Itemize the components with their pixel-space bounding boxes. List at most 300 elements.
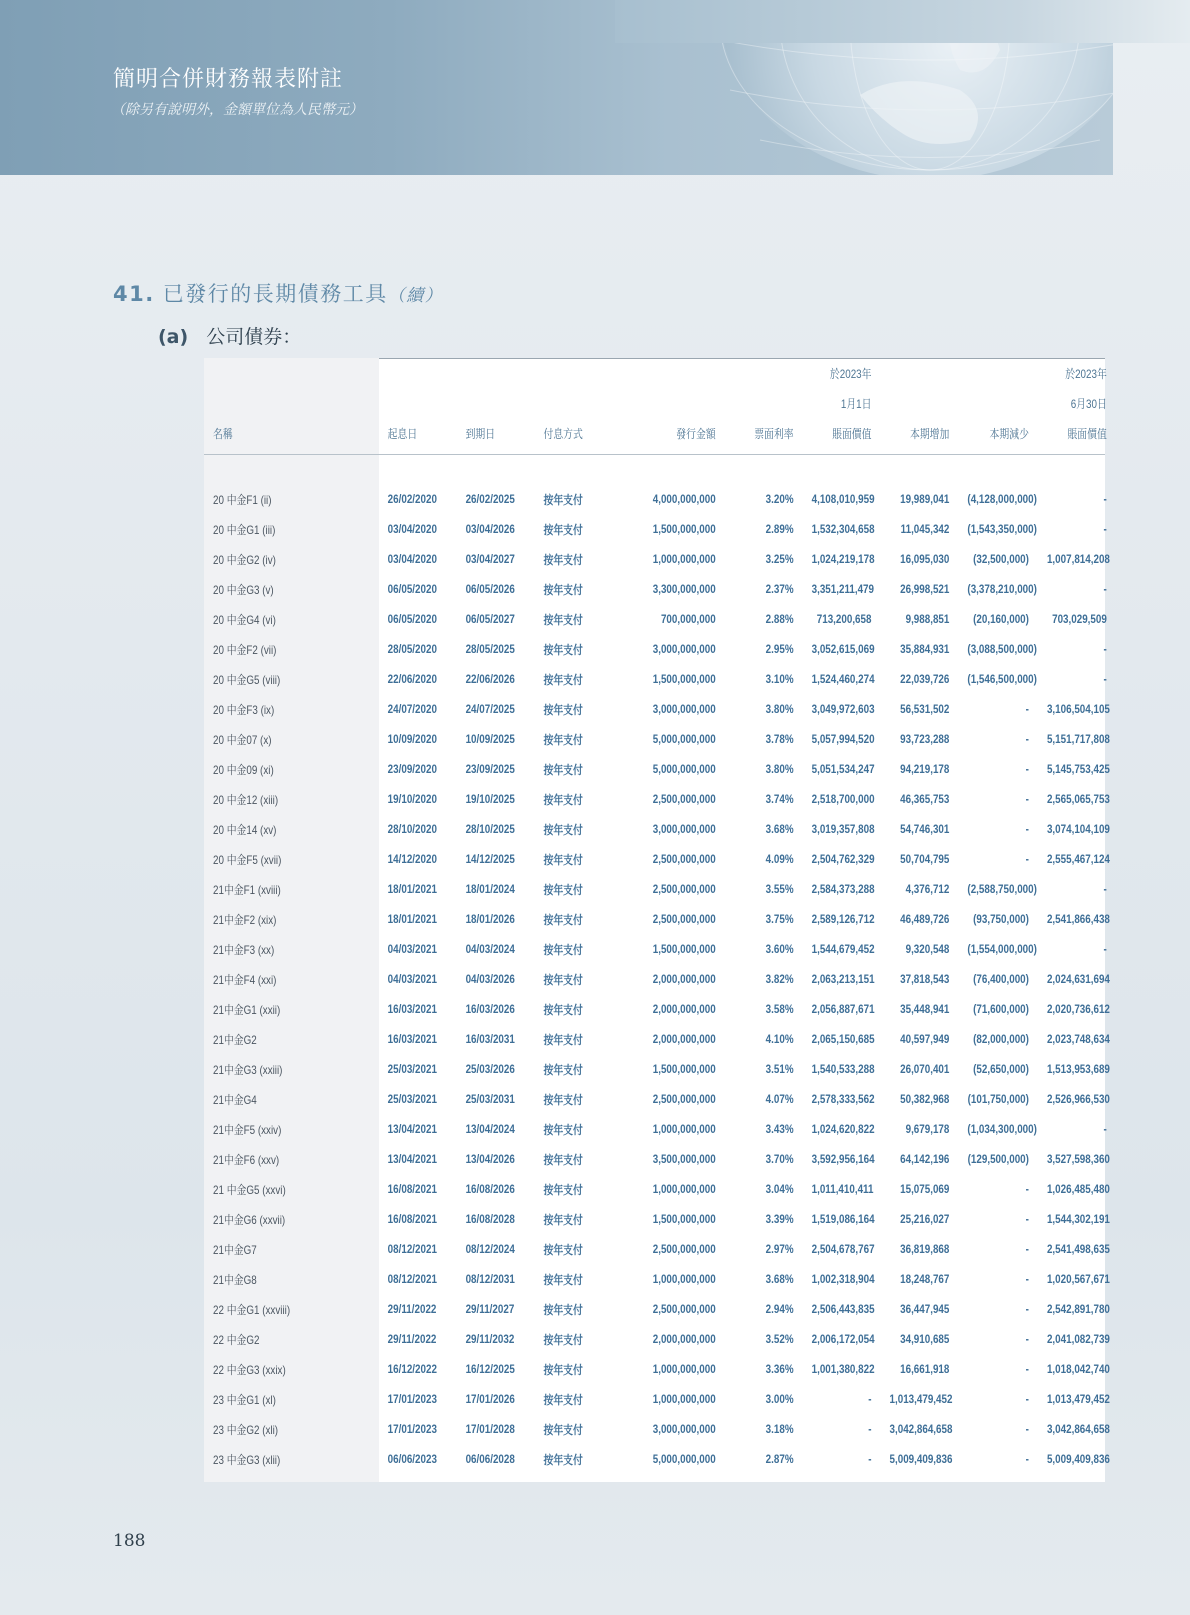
period-increase-cell: 46,365,753 [900,792,950,806]
value-date-cell: 28/10/2020 [387,822,437,836]
issue-amount-cell: 2,500,000,000 [652,1242,716,1256]
page-header-subtitle: （除另有說明外，金額單位為人民幣元） [111,102,363,118]
bond-name-cell: 21中金G7 [213,1242,257,1257]
maturity-date-cell: 04/03/2024 [465,942,515,956]
value-date-cell: 03/04/2020 [387,522,437,536]
issue-amount-cell: 5,000,000,000 [652,732,716,746]
period-increase-cell: 50,704,795 [900,852,950,866]
opening-carrying-value-cell: 1,540,533,288 [811,1062,875,1076]
opening-carrying-value-cell: 3,351,211,479 [811,582,875,596]
table-row [204,484,1116,514]
closing-carrying-value-cell: 3,527,598,360 [1046,1152,1110,1166]
table-row [204,724,1116,754]
maturity-date-cell: 08/12/2024 [465,1242,515,1256]
table-row [204,1114,1116,1144]
period-decrease-cell: (76,400,000) [973,972,1029,986]
period-decrease-cell: (4,128,000,000) [967,492,1037,506]
issue-amount-cell: 1,500,000,000 [652,942,716,956]
coupon-rate-cell: 3.36% [765,1362,794,1376]
table-row [204,664,1116,694]
closing-carrying-value-cell: 2,541,866,438 [1046,912,1110,926]
payment-method-cell: 按年支付 [543,792,583,807]
value-date-cell: 17/01/2023 [387,1392,437,1406]
bond-name-cell: 21中金G4 [213,1092,257,1107]
payment-method-cell: 按年支付 [543,672,583,687]
payment-method-cell: 按年支付 [543,1422,583,1437]
bond-name-cell: 21中金F4 (xxi) [213,972,277,987]
closing-carrying-value-cell: 1,020,567,671 [1046,1272,1110,1286]
closing-carrying-value-cell: 5,009,409,836 [1046,1452,1110,1466]
col-closing-line3: 賬面價值 [1067,426,1107,441]
opening-carrying-value-cell: - [868,1392,872,1406]
period-decrease-cell: (1,543,350,000) [967,522,1037,536]
header-row-2 [204,388,1116,418]
bond-name-cell: 20 中金14 (xv) [213,822,277,837]
period-increase-cell: 35,448,941 [900,1002,950,1016]
coupon-rate-cell: 4.10% [765,1032,794,1046]
bond-name-cell: 20 中金G3 (v) [213,582,274,597]
period-decrease-cell: (52,650,000) [973,1062,1029,1076]
col-value-date: 起息日 [387,426,418,441]
maturity-date-cell: 18/01/2024 [465,882,515,896]
period-increase-cell: 16,095,030 [900,552,950,566]
payment-method-cell: 按年支付 [543,1392,583,1407]
value-date-cell: 25/03/2021 [387,1092,437,1106]
period-increase-cell: 16,661,918 [900,1362,950,1376]
col-coupon: 票面利率 [754,426,794,441]
coupon-rate-cell: 3.80% [765,762,794,776]
period-increase-cell: 93,723,288 [900,732,950,746]
table-row [204,754,1116,784]
coupon-rate-cell: 3.10% [765,672,794,686]
period-decrease-cell: - [1025,1362,1029,1376]
table-row [204,964,1116,994]
coupon-rate-cell: 3.00% [765,1392,794,1406]
subsection-label: (a) [158,326,189,348]
period-increase-cell: 36,447,945 [900,1302,950,1316]
payment-method-cell: 按年支付 [543,1272,583,1287]
period-increase-cell: 5,009,409,836 [889,1452,953,1466]
issue-amount-cell: 2,500,000,000 [652,1302,716,1316]
period-increase-cell: 34,910,685 [900,1332,950,1346]
period-increase-cell: 37,818,543 [900,972,950,986]
opening-carrying-value-cell: 2,506,443,835 [811,1302,875,1316]
closing-carrying-value-cell: 2,555,467,124 [1046,852,1110,866]
maturity-date-cell: 13/04/2026 [465,1152,515,1166]
table-row [204,814,1116,844]
closing-carrying-value-cell: 2,541,498,635 [1046,1242,1110,1256]
opening-carrying-value-cell: 1,001,380,822 [811,1362,875,1376]
coupon-rate-cell: 3.58% [765,1002,794,1016]
opening-carrying-value-cell: 713,200,658 [816,612,872,626]
bond-name-cell: 21中金F5 (xxiv) [213,1122,282,1137]
period-increase-cell: 9,988,851 [905,612,950,626]
coupon-rate-cell: 4.09% [765,852,794,866]
section-continued: （續） [387,286,444,306]
maturity-date-cell: 26/02/2025 [465,492,515,506]
payment-method-cell: 按年支付 [543,492,583,507]
period-decrease-cell: (1,554,000,000) [967,942,1037,956]
col-opening-line1: 於2023年 [829,366,872,381]
coupon-rate-cell: 2.95% [765,642,794,656]
period-increase-cell: 3,042,864,658 [889,1422,953,1436]
table-row [204,1384,1116,1414]
table-row [204,1324,1116,1354]
issue-amount-cell: 1,000,000,000 [652,1182,716,1196]
col-maturity-date: 到期日 [465,426,496,441]
payment-method-cell: 按年支付 [543,1362,583,1377]
period-increase-cell: 4,376,712 [905,882,950,896]
section-title-text: 已發行的長期債務工具 [162,282,388,306]
payment-method-cell: 按年支付 [543,942,583,957]
value-date-cell: 16/08/2021 [387,1212,437,1226]
maturity-date-cell: 08/12/2031 [465,1272,515,1286]
coupon-rate-cell: 3.20% [765,492,794,506]
bond-name-cell: 23 中金G3 (xlii) [213,1452,281,1467]
value-date-cell: 04/03/2021 [387,942,437,956]
closing-carrying-value-cell: - [1103,1122,1107,1136]
issue-amount-cell: 1,500,000,000 [652,1062,716,1076]
maturity-date-cell: 04/03/2026 [465,972,515,986]
period-increase-cell: 56,531,502 [900,702,950,716]
period-decrease-cell: - [1025,762,1029,776]
opening-carrying-value-cell: 3,049,972,603 [811,702,875,716]
table-row [204,1144,1116,1174]
period-decrease-cell: - [1025,702,1029,716]
payment-method-cell: 按年支付 [543,912,583,927]
corporate-bonds-table [204,358,1116,1474]
period-decrease-cell: - [1025,1452,1029,1466]
coupon-rate-cell: 3.18% [765,1422,794,1436]
value-date-cell: 23/09/2020 [387,762,437,776]
bond-name-cell: 21中金G3 (xxiii) [213,1062,283,1077]
coupon-rate-cell: 2.97% [765,1242,794,1256]
maturity-date-cell: 29/11/2027 [465,1302,515,1316]
opening-carrying-value-cell: 3,019,357,808 [811,822,875,836]
period-increase-cell: 26,070,401 [900,1062,950,1076]
col-closing-line1: 於2023年 [1065,366,1107,381]
opening-carrying-value-cell: 1,532,304,658 [811,522,875,536]
issue-amount-cell: 5,000,000,000 [652,1452,716,1466]
issue-amount-cell: 700,000,000 [660,612,716,626]
opening-carrying-value-cell: 5,057,994,520 [811,732,875,746]
coupon-rate-cell: 3.80% [765,702,794,716]
table-row [204,1024,1116,1054]
value-date-cell: 13/04/2021 [387,1152,437,1166]
value-date-cell: 25/03/2021 [387,1062,437,1076]
bond-name-cell: 20 中金G5 (viii) [213,672,281,687]
issue-amount-cell: 1,500,000,000 [652,1212,716,1226]
issue-amount-cell: 2,000,000,000 [652,972,716,986]
issue-amount-cell: 5,000,000,000 [652,762,716,776]
period-increase-cell: 1,013,479,452 [889,1392,953,1406]
table-row [204,544,1116,574]
table-row [204,1354,1116,1384]
maturity-date-cell: 17/01/2028 [465,1422,515,1436]
bond-name-cell: 20 中金G4 (vi) [213,612,276,627]
closing-carrying-value-cell: 1,026,485,480 [1046,1182,1110,1196]
table-body [204,448,1116,1474]
header-banner-extension [615,0,1190,43]
opening-carrying-value-cell: 1,024,620,822 [811,1122,875,1136]
opening-carrying-value-cell: 2,006,172,054 [811,1332,875,1346]
value-date-cell: 06/05/2020 [387,582,437,596]
maturity-date-cell: 16/08/2026 [465,1182,515,1196]
issue-amount-cell: 2,500,000,000 [652,792,716,806]
issue-amount-cell: 2,000,000,000 [652,1002,716,1016]
bond-name-cell: 20 中金07 (x) [213,732,272,747]
col-opening-line3: 賬面價值 [832,426,872,441]
period-decrease-cell: - [1025,822,1029,836]
value-date-cell: 18/01/2021 [387,882,437,896]
opening-carrying-value-cell: 1,024,219,178 [811,552,875,566]
opening-carrying-value-cell: 2,578,333,562 [811,1092,875,1106]
opening-carrying-value-cell: 5,051,534,247 [811,762,875,776]
opening-carrying-value-cell: 1,011,410,411 [811,1182,874,1196]
opening-carrying-value-cell: 3,592,956,164 [811,1152,875,1166]
opening-carrying-value-cell: - [868,1422,872,1436]
col-increase: 本期增加 [910,426,950,441]
opening-carrying-value-cell: - [868,1452,872,1466]
closing-carrying-value-cell: 3,106,504,105 [1046,702,1110,716]
period-decrease-cell: - [1025,1212,1029,1226]
payment-method-cell: 按年支付 [543,582,583,597]
maturity-date-cell: 17/01/2026 [465,1392,515,1406]
period-decrease-cell: - [1025,1422,1029,1436]
table-row [204,694,1116,724]
coupon-rate-cell: 3.51% [765,1062,794,1076]
bond-name-cell: 21中金G1 (xxii) [213,1002,281,1017]
table-row [204,844,1116,874]
period-increase-cell: 26,998,521 [900,582,950,596]
closing-carrying-value-cell: 1,018,042,740 [1046,1362,1110,1376]
period-increase-cell: 50,382,968 [900,1092,950,1106]
period-decrease-cell: (20,160,000) [973,612,1029,626]
payment-method-cell: 按年支付 [543,732,583,747]
closing-carrying-value-cell: 1,513,953,689 [1046,1062,1110,1076]
opening-carrying-value-cell: 2,063,213,151 [811,972,875,986]
issue-amount-cell: 3,000,000,000 [652,702,716,716]
table-row [204,784,1116,814]
value-date-cell: 19/10/2020 [387,792,437,806]
payment-method-cell: 按年支付 [543,552,583,567]
maturity-date-cell: 16/08/2028 [465,1212,515,1226]
table-row [204,874,1116,904]
maturity-date-cell: 25/03/2026 [465,1062,515,1076]
closing-carrying-value-cell: 703,029,509 [1052,612,1107,626]
issue-amount-cell: 1,000,000,000 [652,1272,716,1286]
table-row [204,1234,1116,1264]
period-decrease-cell: - [1025,1332,1029,1346]
bond-name-cell: 21中金G2 [213,1032,257,1047]
value-date-cell: 18/01/2021 [387,912,437,926]
payment-method-cell: 按年支付 [543,702,583,717]
closing-carrying-value-cell: 2,565,065,753 [1046,792,1110,806]
maturity-date-cell: 28/05/2025 [465,642,515,656]
table-row [204,604,1116,634]
section-number: 41. [113,282,155,306]
period-decrease-cell: - [1025,732,1029,746]
issue-amount-cell: 3,000,000,000 [652,642,716,656]
table-row [204,994,1116,1024]
period-increase-cell: 64,142,196 [900,1152,950,1166]
period-decrease-cell: (93,750,000) [973,912,1029,926]
period-decrease-cell: (2,588,750,000) [967,882,1037,896]
payment-method-cell: 按年支付 [543,522,583,537]
value-date-cell: 16/12/2022 [387,1362,437,1376]
bond-name-cell: 20 中金09 (xi) [213,762,274,777]
closing-carrying-value-cell: 2,023,748,634 [1046,1032,1110,1046]
issue-amount-cell: 3,300,000,000 [652,582,716,596]
issue-amount-cell: 2,000,000,000 [652,1332,716,1346]
period-increase-cell: 9,320,548 [905,942,950,956]
bond-name-cell: 22 中金G3 (xxix) [213,1362,286,1377]
value-date-cell: 16/03/2021 [387,1032,437,1046]
maturity-date-cell: 06/06/2028 [465,1452,515,1466]
opening-carrying-value-cell: 3,052,615,069 [811,642,875,656]
value-date-cell: 16/08/2021 [387,1182,437,1196]
coupon-rate-cell: 3.75% [765,912,794,926]
table-row [204,934,1116,964]
closing-carrying-value-cell: 3,042,864,658 [1046,1422,1110,1436]
payment-method-cell: 按年支付 [543,1452,583,1467]
issue-amount-cell: 3,000,000,000 [652,1422,716,1436]
col-closing-line2: 6月30日 [1070,396,1107,411]
opening-carrying-value-cell: 2,056,887,671 [811,1002,875,1016]
table-row [204,1174,1116,1204]
issue-amount-cell: 2,500,000,000 [652,912,716,926]
period-increase-cell: 19,989,041 [900,492,950,506]
value-date-cell: 06/05/2020 [387,612,437,626]
payment-method-cell: 按年支付 [543,1212,583,1227]
coupon-rate-cell: 3.68% [765,822,794,836]
value-date-cell: 13/04/2021 [387,1122,437,1136]
page-header-title: 簡明合併財務報表附註 [113,67,344,92]
payment-method-cell: 按年支付 [543,1062,583,1077]
coupon-rate-cell: 3.04% [765,1182,794,1196]
coupon-rate-cell: 2.87% [765,1452,794,1466]
value-date-cell: 03/04/2020 [387,552,437,566]
subsection-title: 公司債券： [206,326,302,348]
bond-name-cell: 21中金F3 (xx) [213,942,275,957]
coupon-rate-cell: 3.78% [765,732,794,746]
closing-carrying-value-cell: - [1103,582,1107,596]
coupon-rate-cell: 3.74% [765,792,794,806]
issue-amount-cell: 2,500,000,000 [652,882,716,896]
maturity-date-cell: 10/09/2025 [465,732,515,746]
table-spacer-row [204,448,1116,484]
coupon-rate-cell: 3.68% [765,1272,794,1286]
coupon-rate-cell: 3.52% [765,1332,794,1346]
opening-carrying-value-cell: 1,519,086,164 [811,1212,875,1226]
issue-amount-cell: 2,000,000,000 [652,1032,716,1046]
issue-amount-cell: 3,500,000,000 [652,1152,716,1166]
period-decrease-cell: (1,034,300,000) [967,1122,1037,1136]
issue-amount-cell: 1,000,000,000 [652,1392,716,1406]
page-number: 188 [113,1531,146,1551]
table-row [204,1264,1116,1294]
value-date-cell: 24/07/2020 [387,702,437,716]
closing-carrying-value-cell: - [1103,522,1107,536]
coupon-rate-cell: 3.82% [765,972,794,986]
period-decrease-cell: (101,750,000) [967,1092,1029,1106]
payment-method-cell: 按年支付 [543,852,583,867]
bond-name-cell: 20 中金12 (xiii) [213,792,279,807]
value-date-cell: 26/02/2020 [387,492,437,506]
closing-carrying-value-cell: 1,544,302,191 [1046,1212,1110,1226]
bond-name-cell: 21中金F6 (xxv) [213,1152,280,1167]
period-increase-cell: 36,819,868 [900,1242,950,1256]
maturity-date-cell: 16/12/2025 [465,1362,515,1376]
coupon-rate-cell: 2.88% [765,612,794,626]
period-increase-cell: 35,884,931 [900,642,950,656]
value-date-cell: 29/11/2022 [387,1332,437,1346]
period-increase-cell: 25,216,027 [900,1212,950,1226]
period-decrease-cell: - [1025,792,1029,806]
bond-name-cell: 20 中金G2 (iv) [213,552,276,567]
period-increase-cell: 15,075,069 [900,1182,950,1196]
period-decrease-cell: - [1025,1272,1029,1286]
maturity-date-cell: 14/12/2025 [465,852,515,866]
payment-method-cell: 按年支付 [543,1242,583,1257]
coupon-rate-cell: 3.70% [765,1152,794,1166]
coupon-rate-cell: 2.37% [765,582,794,596]
col-decrease: 本期減少 [989,426,1029,441]
maturity-date-cell: 18/01/2026 [465,912,515,926]
opening-carrying-value-cell: 2,518,700,000 [811,792,875,806]
value-date-cell: 08/12/2021 [387,1272,437,1286]
value-date-cell: 08/12/2021 [387,1242,437,1256]
issue-amount-cell: 1,000,000,000 [652,552,716,566]
col-payment: 付息方式 [543,426,583,441]
header-row-1 [204,358,1116,388]
period-decrease-cell: (1,546,500,000) [967,672,1037,686]
issue-amount-cell: 2,500,000,000 [652,1092,716,1106]
opening-carrying-value-cell: 4,108,010,959 [811,492,875,506]
table-row [204,634,1116,664]
bond-name-cell: 20 中金F2 (vii) [213,642,277,657]
period-increase-cell: 18,248,767 [900,1272,950,1286]
issue-amount-cell: 1,500,000,000 [652,522,716,536]
payment-method-cell: 按年支付 [543,1182,583,1197]
closing-carrying-value-cell: 1,013,479,452 [1046,1392,1110,1406]
bond-name-cell: 20 中金F5 (xvii) [213,852,282,867]
period-decrease-cell: - [1025,1242,1029,1256]
value-date-cell: 17/01/2023 [387,1422,437,1436]
payment-method-cell: 按年支付 [543,1122,583,1137]
period-increase-cell: 94,219,178 [900,762,950,776]
value-date-cell: 16/03/2021 [387,1002,437,1016]
issue-amount-cell: 1,000,000,000 [652,1122,716,1136]
bond-name-cell: 21中金G6 (xxvii) [213,1212,286,1227]
period-decrease-cell: (3,378,210,000) [967,582,1037,596]
issue-amount-cell: 4,000,000,000 [652,492,716,506]
period-increase-cell: 22,039,726 [900,672,950,686]
coupon-rate-cell: 3.25% [765,552,794,566]
opening-carrying-value-cell: 2,589,126,712 [811,912,875,926]
bond-name-cell: 21中金F2 (xix) [213,912,277,927]
payment-method-cell: 按年支付 [543,1152,583,1167]
closing-carrying-value-cell: 3,074,104,109 [1046,822,1110,836]
col-name: 名稱 [213,426,233,441]
coupon-rate-cell: 4.07% [765,1092,794,1106]
table-row [204,1444,1116,1474]
value-date-cell: 04/03/2021 [387,972,437,986]
opening-carrying-value-cell: 1,002,318,904 [811,1272,875,1286]
period-increase-cell: 54,746,301 [900,822,950,836]
closing-carrying-value-cell: - [1103,492,1107,506]
closing-carrying-value-cell: 2,024,631,694 [1046,972,1110,986]
